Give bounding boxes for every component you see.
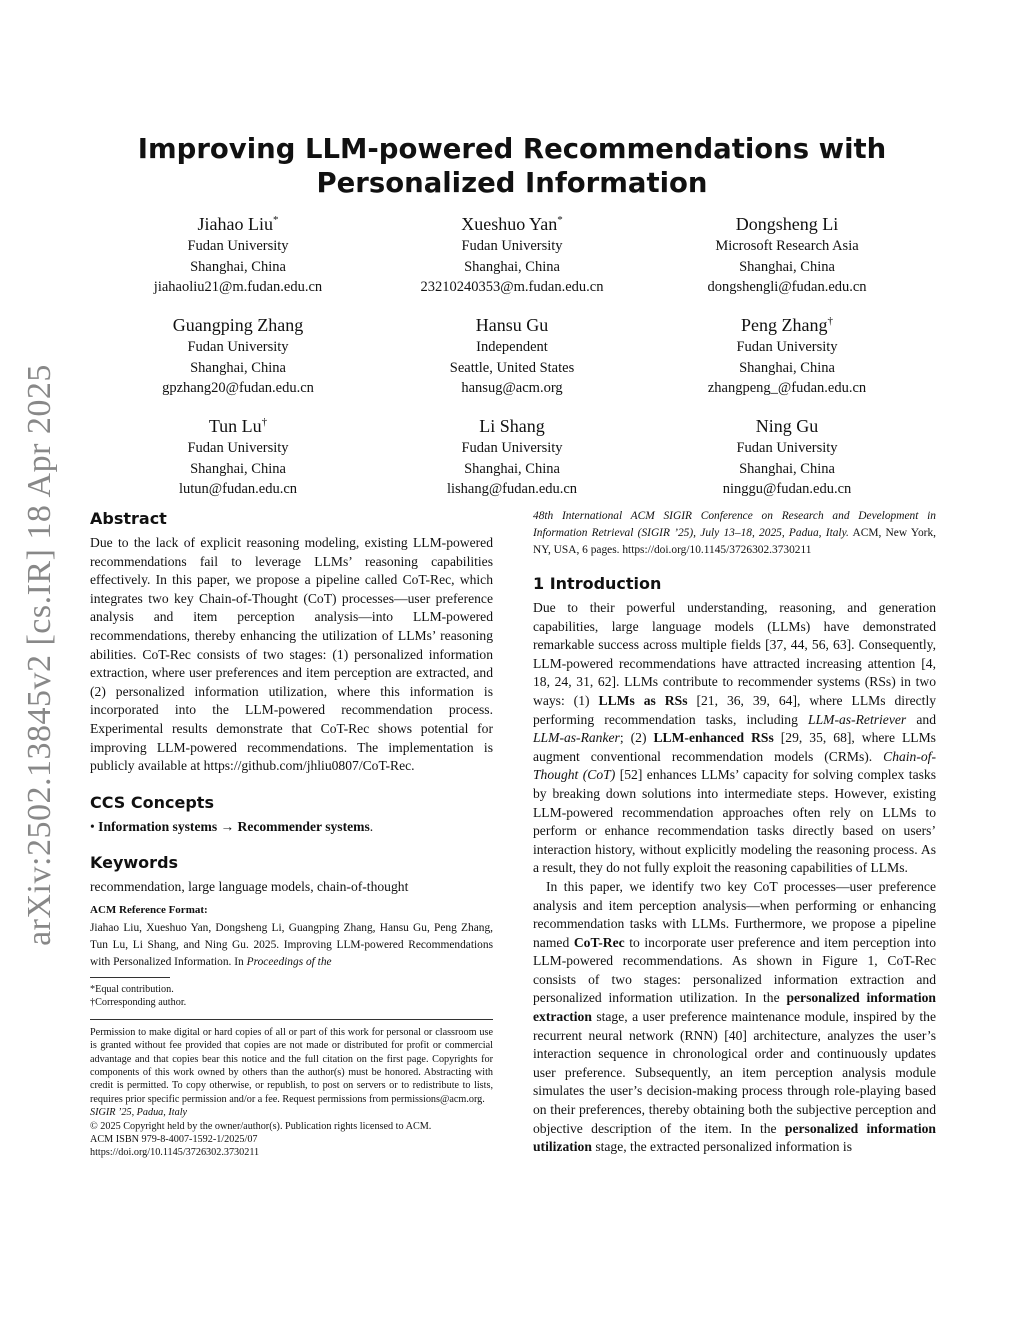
author-email: ninggu@fudan.edu.cn <box>722 481 852 497</box>
author-affiliation: Independent <box>476 339 548 355</box>
author-block <box>88 410 388 500</box>
author-email: lishang@fudan.edu.cn <box>446 481 578 497</box>
author-email: gpzhang20@fudan.edu.cn <box>162 380 314 396</box>
author-location: Shanghai, China <box>464 460 560 477</box>
author-name: Dongsheng Li <box>735 214 839 234</box>
permission-copyright: © 2025 Copyright held by the owner/author(s). Publication rights licensed to ACM. <box>90 1120 432 1132</box>
keywords-heading: Keywords <box>90 853 179 873</box>
author-block <box>637 208 937 298</box>
author-affiliation: Microsoft Research Asia <box>715 238 859 254</box>
footnote-equal: *Equal contribution. <box>90 983 174 995</box>
author-location: Shanghai, China <box>464 258 560 275</box>
author-affiliation: Fudan University <box>736 440 838 456</box>
author-location: Shanghai, China <box>739 359 835 376</box>
author-name: Li Shang <box>479 416 545 436</box>
author-block <box>637 309 937 399</box>
ccs-heading: CCS Concepts <box>90 792 214 812</box>
left-column <box>90 508 493 1160</box>
intro-paragraph-1: Due to their powerful understanding, reasoning, and generation capabilities, large language models (LLMs) have demonstrated remarkable success across multiple fields [37, 44, 56, 63]. Consequently, LLM-powered recommendations have attracted increasing attention [4, 18, 24, 31, 62]. LLMs contribute to recommender systems (RSs) in two ways: (1) LLMs as RSs [21, 36, 39, 64], where LLMs directly performing recommendation tasks, including LLM-as-Retriever and LLM-as-Ranker; (2) LLM-enhanced RSs [29, 35, 68], where LLMs augment conventional recommendation models (CRMs). Chain-of-Thought (CoT) [52] enhances LLMs’ capacity for solving complex tasks by breaking down solutions into intermediate steps. However, existing LLM-powered recommendation approaches often rely on LLMs to perform or enhance recommendation tasks directly based on users’ interaction history, without explicitly modeling the reasoning process. As a result, they do not fully exploit the reasoning capabilities of LLMs. <box>533 600 937 876</box>
author-affiliation: Fudan University <box>187 440 289 456</box>
author-block <box>88 309 388 399</box>
right-column <box>533 508 936 1157</box>
intro-paragraph-2: In this paper, we identify two key CoT processes—user preference analysis and item perception analysis—when performing or enhancing recommendation tasks with LLMs. Furthermore, we propose a pipeline named CoT-Rec to incorporate user preference and item perception into LLM-powered recommendations. As shown in Figure 1, CoT-Rec consists of two stages: personalized information extraction and personalized information utilization. In the personalized information extraction stage, a user preference maintenance module, inspired by the recurrent neural network (RNN) [40] architecture, analyzes the user’s interaction sequence in chronological order and continuously updates user preference. Subsequently, an item perception analysis module simulates the user’s decision-making process through role-playing based on their preferences, thereby obtaining both the subjective perception and objective description of the item. In the personalized information utilization stage, the extracted personalized information is <box>533 878 936 1155</box>
author-email: lutun@fudan.edu.cn <box>178 481 298 497</box>
author-email: hansug@acm.org <box>461 380 563 396</box>
permission-doi: https://doi.org/10.1145/3726302.3730211 <box>90 1147 260 1159</box>
author-location: Shanghai, China <box>190 258 286 275</box>
author-email: dongshengli@fudan.edu.cn <box>707 279 867 295</box>
ccs-text: • Information systems → Recommender systems. <box>90 818 374 834</box>
author-name: Hansu Gu <box>475 315 549 335</box>
author-location: Shanghai, China <box>190 460 286 477</box>
author-block <box>362 410 662 500</box>
intro-heading: 1 Introduction <box>533 574 662 593</box>
author-email: 23210240353@m.fudan.edu.cn <box>420 279 604 295</box>
footnote-rule <box>90 977 170 978</box>
author-name: Ning Gu <box>755 416 819 436</box>
arxiv-id: arXiv:2502.13845v2 [cs.IR] 18 Apr 2025 <box>21 364 59 946</box>
author-location: Shanghai, China <box>190 359 286 376</box>
author-affiliation: Fudan University <box>461 238 563 254</box>
acm-ref-text: Jiahao Liu, Xueshuo Yan, Dongsheng Li, Guangping Zhang, Hansu Gu, Peng Zhang, Tun Lu, Li Shang, and Ning Gu. 2025. Improving LLM-powered Recommendations with Personalized Information. In Proceedings of the <box>90 921 493 968</box>
author-name: Peng Zhang† <box>741 315 833 335</box>
author-affiliation: Fudan University <box>187 238 289 254</box>
author-name: Xueshuo Yan* <box>461 214 563 234</box>
footnote-corresponding: †Corresponding author. <box>90 997 187 1009</box>
permission-venue: SIGIR ’25, Padua, Italy <box>90 1107 188 1119</box>
arxiv-sidebar <box>10 360 70 950</box>
author-name: Guangping Zhang <box>172 315 304 335</box>
author-affiliation: Fudan University <box>187 339 289 355</box>
author-location: Seattle, United States <box>449 359 575 376</box>
author-block <box>637 410 937 500</box>
author-location: Shanghai, China <box>739 460 835 477</box>
author-email: jiahaoliu21@m.fudan.edu.cn <box>153 279 323 295</box>
acm-ref-continued: 48th International ACM SIGIR Conference on Research and Development in Information Retrieval (SIGIR ’25), July 13–18, 2025, Padua, Italy. ACM, New York, NY, USA, 6 pages. https://doi.org/10.1145/3726302.3730211 <box>533 510 937 556</box>
author-email: zhangpeng_@fudan.edu.cn <box>707 380 867 396</box>
keywords-text: recommendation, large language models, chain-of-thought <box>90 879 409 895</box>
author-name: Jiahao Liu* <box>197 214 279 234</box>
abstract-text: Due to the lack of explicit reasoning modeling, existing LLM-powered recommendations fail to leverage LLMs’ reasoning capabilities effectively. In this paper, we propose a pipeline called CoT-Rec, which integrates two key Chain-of-Thought (CoT) processes—user preference analysis and item perception analysis—into LLM-powered recommendations, thereby enhancing the utilization of LLMs’ reasoning abilities. CoT-Rec consists of two stages: (1) personalized information extraction, where user preferences and item perception are extracted, and (2) personalized information utilization, where this information is incorporated into the LLM-powered recommendation process. Experimental results demonstrate that CoT-Rec shows potential for improving LLM-powered recommendations. The implementation is publicly available at https://github.com/jhliu0807/CoT-Rec. <box>90 535 493 774</box>
author-block <box>88 208 388 298</box>
author-block <box>362 309 662 399</box>
paper-title: Improving LLM-powered Recommendations with Personalized Information <box>137 133 887 199</box>
author-block <box>362 208 662 298</box>
permission-text: Permission to make digital or hard copies of all or part of this work for personal or classroom use is granted without fee provided that copies are not made or distributed for profit or commercial advantage and that copies bear this notice and the full citation on the first page. Copyrights for components of this work owned by others than the author(s) must be honored. Abstracting with credit is permitted. To copy otherwise, or republish, to post on servers or to redistribute to lists, requires prior specific permission and/or a fee. Request permissions from permissions@acm.org. <box>90 1026 493 1105</box>
author-affiliation: Fudan University <box>461 440 563 456</box>
abstract-heading: Abstract <box>90 509 167 528</box>
author-name: Tun Lu† <box>208 416 268 436</box>
author-affiliation: Fudan University <box>736 339 838 355</box>
permission-rule <box>90 1019 493 1020</box>
author-location: Shanghai, China <box>739 258 835 275</box>
permission-isbn: ACM ISBN 979-8-4007-1592-1/2025/07 <box>90 1133 258 1145</box>
acm-ref-heading: ACM Reference Format: <box>90 903 208 916</box>
